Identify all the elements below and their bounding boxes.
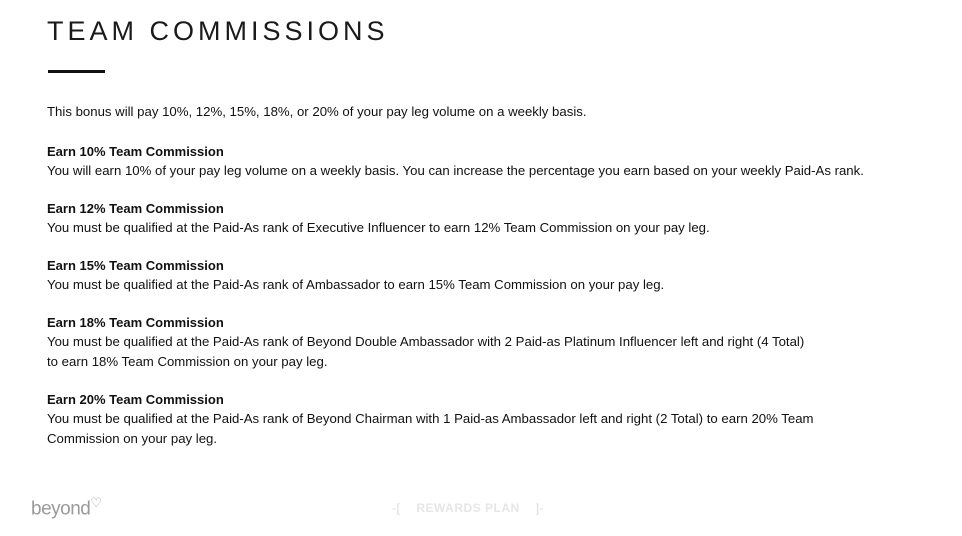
footer-bracket-right: ]- [535, 501, 545, 515]
content [47, 102, 947, 449]
intro-text: This bonus will pay 10%, 12%, 15%, 18%, or 20% of your pay leg volume on a weekly basis. [47, 104, 587, 119]
section-body: You must be qualified at the Paid-As rank of Ambassador to earn 15% Team Commission on your pay leg. [47, 277, 665, 292]
section-body: You will earn 10% of your pay leg volume on a weekly basis. You can increase the percentage you earn based on your weekly Paid-As rank. [47, 163, 864, 178]
footer-rewards-plan: REWARDS PLAN [416, 501, 520, 515]
logo-heart-icon: ♡ [90, 495, 102, 510]
section-body: You must be qualified at the Paid-As rank of Executive Influencer to earn 12% Team Commission on your pay leg. [47, 220, 710, 235]
beyond-logo [31, 495, 102, 520]
section-18-percent [47, 314, 947, 372]
section-heading: Earn 12% Team Commission [47, 201, 224, 216]
section-10-percent [47, 143, 947, 181]
section-heading: Earn 15% Team Commission [47, 258, 224, 273]
footer-bracket-left: -[ [392, 501, 401, 515]
section-15-percent [47, 257, 947, 295]
section-12-percent [47, 200, 947, 238]
section-body-line-2: to earn 18% Team Commission on your pay leg. [47, 354, 328, 369]
section-20-percent [47, 391, 947, 449]
section-body-line-2: Commission on your pay leg. [47, 431, 218, 446]
section-heading: Earn 20% Team Commission [47, 392, 224, 407]
section-heading: Earn 10% Team Commission [47, 144, 224, 159]
logo-text: beyond [31, 498, 91, 520]
page-title: TEAM COMMISSIONS [47, 16, 389, 46]
title-underline [48, 70, 105, 73]
section-body-line-1: You must be qualified at the Paid-As rank of Beyond Chairman with 1 Paid-as Ambassador left and right (2 Total) to earn 20% Team [47, 411, 814, 426]
section-body-line-1: You must be qualified at the Paid-As rank of Beyond Double Ambassador with 2 Paid-as Platinum Influencer left and right (4 Total) [47, 334, 805, 349]
footer-label [392, 501, 544, 515]
section-heading: Earn 18% Team Commission [47, 315, 224, 330]
